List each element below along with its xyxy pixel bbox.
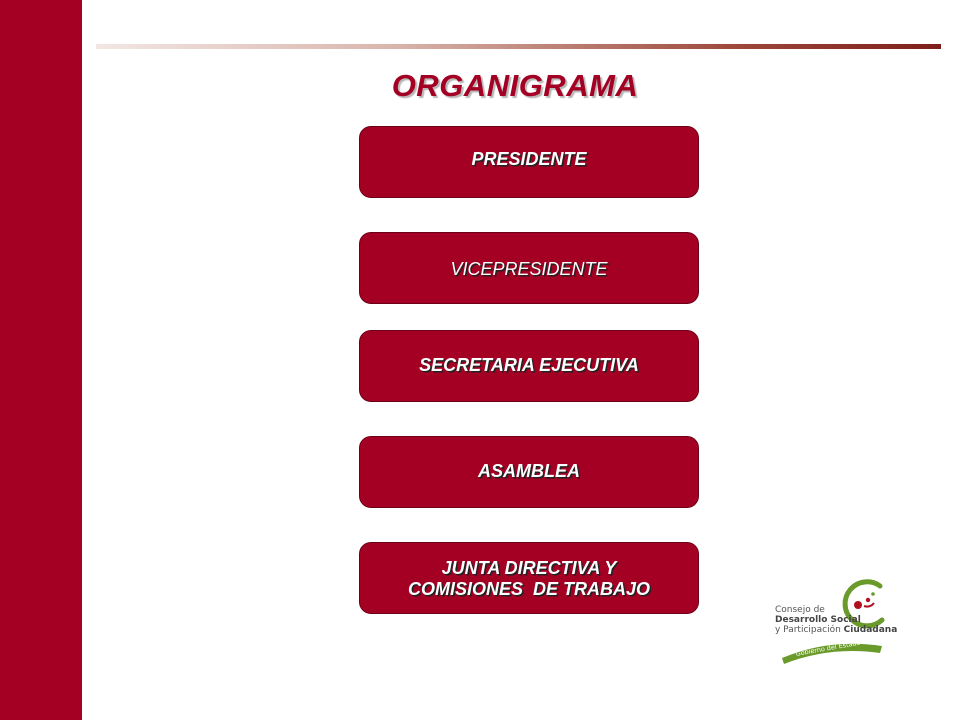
org-node-junta-directiva <box>359 542 699 614</box>
logo-green-dot <box>871 592 875 596</box>
org-node-asamblea <box>359 436 699 508</box>
org-node-presidente <box>359 126 699 198</box>
logo-text <box>775 605 897 635</box>
logo-red-dot-small <box>866 598 870 602</box>
logo-text-line-1: Consejo de <box>775 605 825 615</box>
left-accent-bar <box>0 0 82 720</box>
logo-ribbon-text: Gobierno del Estado <box>794 638 862 658</box>
logo-text-line-3 <box>775 625 897 635</box>
org-node-label: ASAMBLEA <box>478 461 580 481</box>
org-node-label-line-1: JUNTA DIRECTIVA Y <box>441 558 617 578</box>
logo-text-line-2: Desarrollo Social <box>775 615 861 625</box>
logo-text-line-3-bold: Ciudadana <box>843 625 898 635</box>
org-node-vicepresidente <box>359 232 699 304</box>
org-node-label-line-2: COMISIONES DE TRABAJO <box>407 579 651 599</box>
top-gradient-line <box>96 44 941 49</box>
org-node-label: VICEPRESIDENTE <box>450 259 608 279</box>
logo-text-line-3-prefix: y Participación <box>775 625 844 635</box>
org-node-label: SECRETARIA EJECUTIVA <box>419 355 639 375</box>
org-node-secretaria-ejecutiva <box>359 330 699 402</box>
page-title: ORGANIGRAMA <box>391 68 639 103</box>
org-node-label: PRESIDENTE <box>471 149 587 169</box>
